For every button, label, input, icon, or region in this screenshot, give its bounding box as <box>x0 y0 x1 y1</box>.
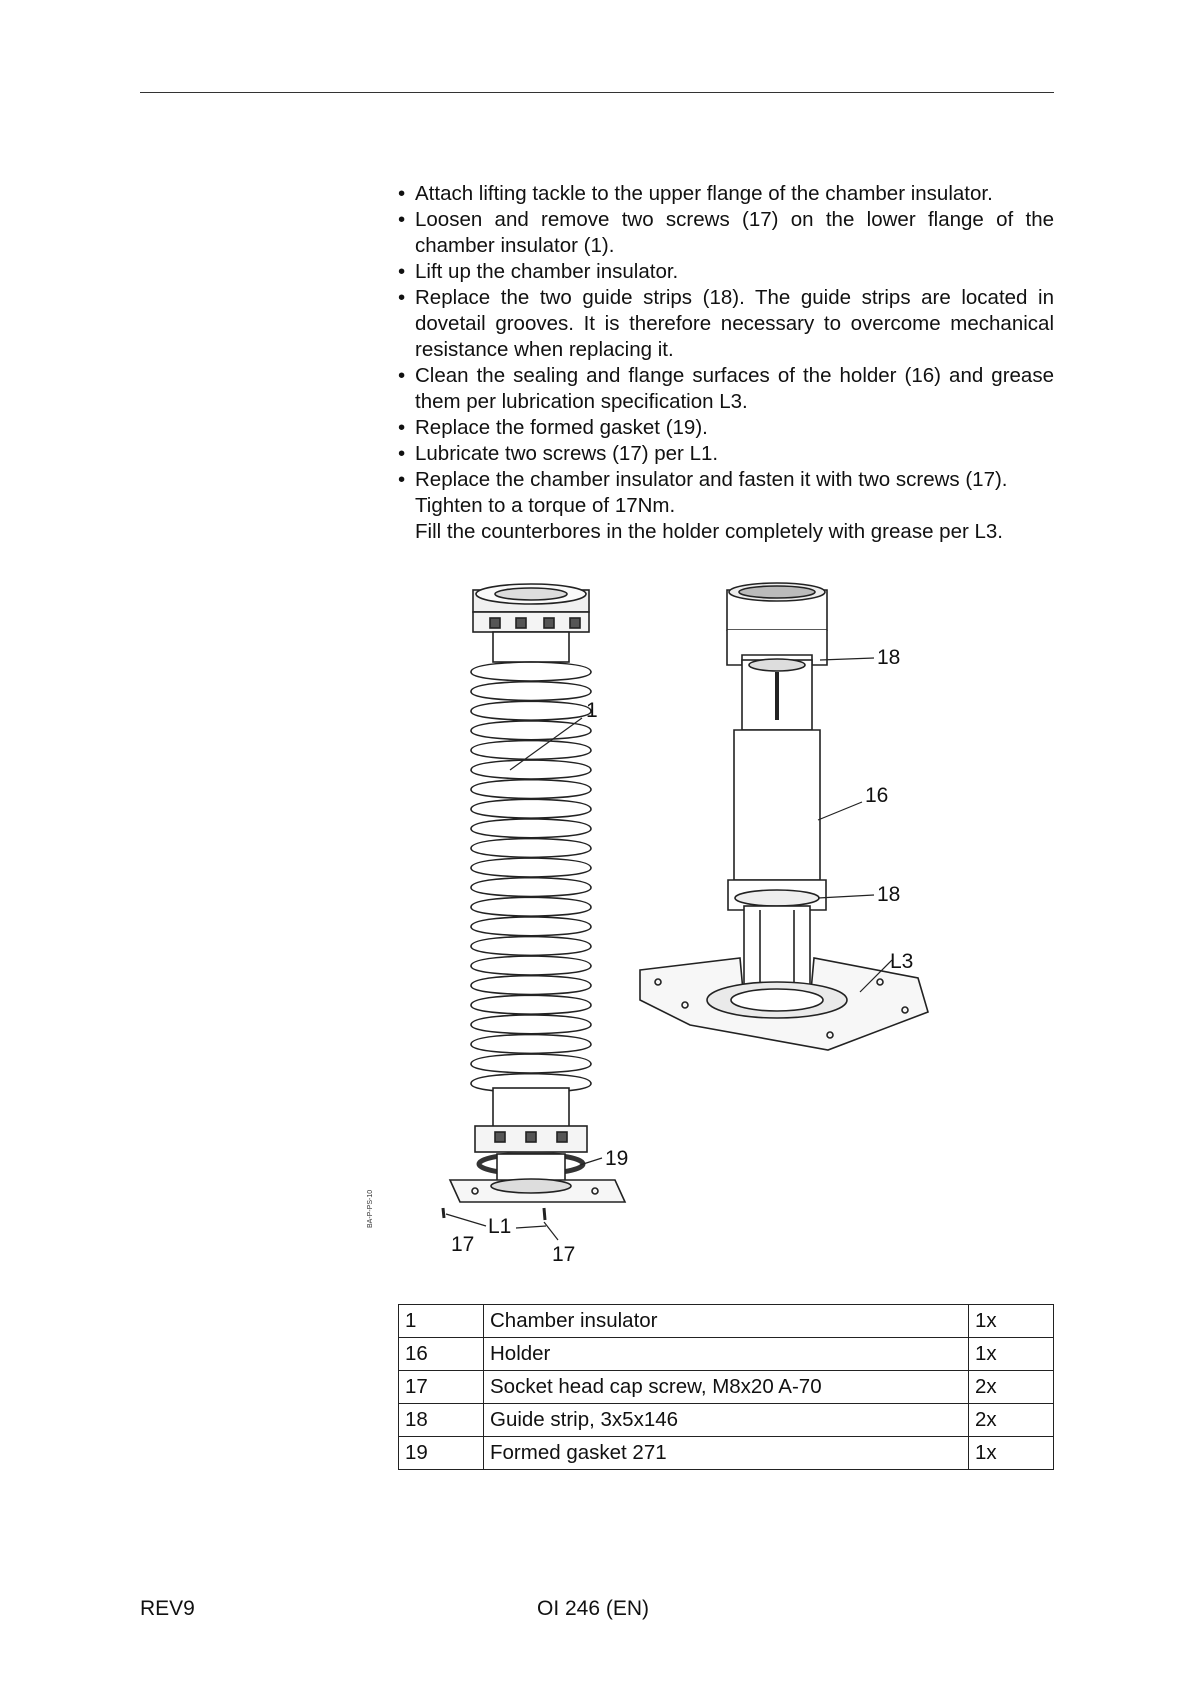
assembly-drawing <box>340 580 1054 1280</box>
callout-screw-left: 17 <box>451 1233 475 1256</box>
insulator-shed <box>471 897 591 916</box>
part-number: 16 <box>399 1338 484 1371</box>
insulator-shed <box>471 1054 591 1073</box>
figure-code: BA-P-PS-10 <box>367 1189 374 1228</box>
insulator-shed <box>471 701 591 720</box>
insulator-shed <box>471 917 591 936</box>
callout-lubricant-L1: L1 <box>488 1215 512 1238</box>
callout-holder: 16 <box>865 784 889 807</box>
table-row <box>399 1338 1054 1371</box>
instruction-item: • Replace the chamber insulator and fasten it with two screws (17). Tighten to a torque of 17Nm. Fill the counterbores in the holder completely with grease per L3. <box>398 467 1054 545</box>
table-row <box>399 1404 1054 1437</box>
callout-screw-right: 17 <box>552 1243 576 1266</box>
insulator-shed <box>471 760 591 779</box>
insulator-shed <box>471 976 591 995</box>
part-number: 19 <box>399 1437 484 1470</box>
insulator-shed <box>471 780 591 799</box>
insulator-shed <box>471 662 591 681</box>
part-description: Holder <box>484 1338 969 1371</box>
insulator-shed <box>471 995 591 1014</box>
part-description: Guide strip, 3x5x146 <box>484 1404 969 1437</box>
part-description: Chamber insulator <box>484 1305 969 1338</box>
part-quantity: 1x <box>969 1437 1054 1470</box>
instruction-item: • Attach lifting tackle to the upper flange of the chamber insulator. <box>398 181 1054 207</box>
part-description: Formed gasket 271 <box>484 1437 969 1470</box>
insulator-shed <box>471 838 591 857</box>
callout-guide-strip-upper: 18 <box>877 646 901 669</box>
insulator-shed <box>471 799 591 818</box>
instruction-item: • Replace the two guide strips (18). The guide strips are located in dovetail grooves. It is therefore necessary to overcome mechanical resistance when replacing it. <box>398 285 1054 363</box>
part-number: 1 <box>399 1305 484 1338</box>
instruction-item: • Clean the sealing and flange surfaces of the holder (16) and grease them per lubrication specification L3. <box>398 363 1054 415</box>
table-row <box>399 1371 1054 1404</box>
instruction-item: • Replace the formed gasket (19). <box>398 415 1054 441</box>
insulator-shed <box>471 721 591 740</box>
insulator-shed <box>471 956 591 975</box>
callout-guide-strip-lower: 18 <box>877 883 901 906</box>
part-quantity: 2x <box>969 1404 1054 1437</box>
part-quantity: 1x <box>969 1338 1054 1371</box>
insulator-shed <box>471 878 591 897</box>
part-number: 18 <box>399 1404 484 1437</box>
part-number: 17 <box>399 1371 484 1404</box>
insulator-shed <box>471 936 591 955</box>
insulator-shed <box>471 1015 591 1034</box>
callout-formed-gasket: 19 <box>605 1147 629 1170</box>
insulator-shed <box>471 819 591 838</box>
footer-document-id: OI 246 (EN) <box>537 1597 650 1620</box>
instruction-item: • Lubricate two screws (17) per L1. <box>398 441 1054 467</box>
part-quantity: 2x <box>969 1371 1054 1404</box>
footer-revision: REV9 <box>140 1597 195 1620</box>
insulator-shed <box>471 858 591 877</box>
insulator-shed <box>471 740 591 759</box>
callout-lubricant-L3: L3 <box>890 950 914 973</box>
insulator-shed <box>471 1034 591 1053</box>
chamber-insulator-drawing <box>443 584 625 1220</box>
instruction-list <box>398 181 1054 545</box>
instruction-item: • Loosen and remove two screws (17) on the lower flange of the chamber insulator (1). <box>398 207 1054 259</box>
assembly-figure <box>340 580 1054 1280</box>
instruction-item: • Lift up the chamber insulator. <box>398 259 1054 285</box>
part-quantity: 1x <box>969 1305 1054 1338</box>
table-row <box>399 1437 1054 1470</box>
callout-chamber-insulator: 1 <box>586 699 598 722</box>
table-row <box>399 1305 1054 1338</box>
header-rule <box>140 92 1054 93</box>
insulator-shed <box>471 682 591 701</box>
parts-table <box>398 1304 1054 1470</box>
part-description: Socket head cap screw, M8x20 A-70 <box>484 1371 969 1404</box>
